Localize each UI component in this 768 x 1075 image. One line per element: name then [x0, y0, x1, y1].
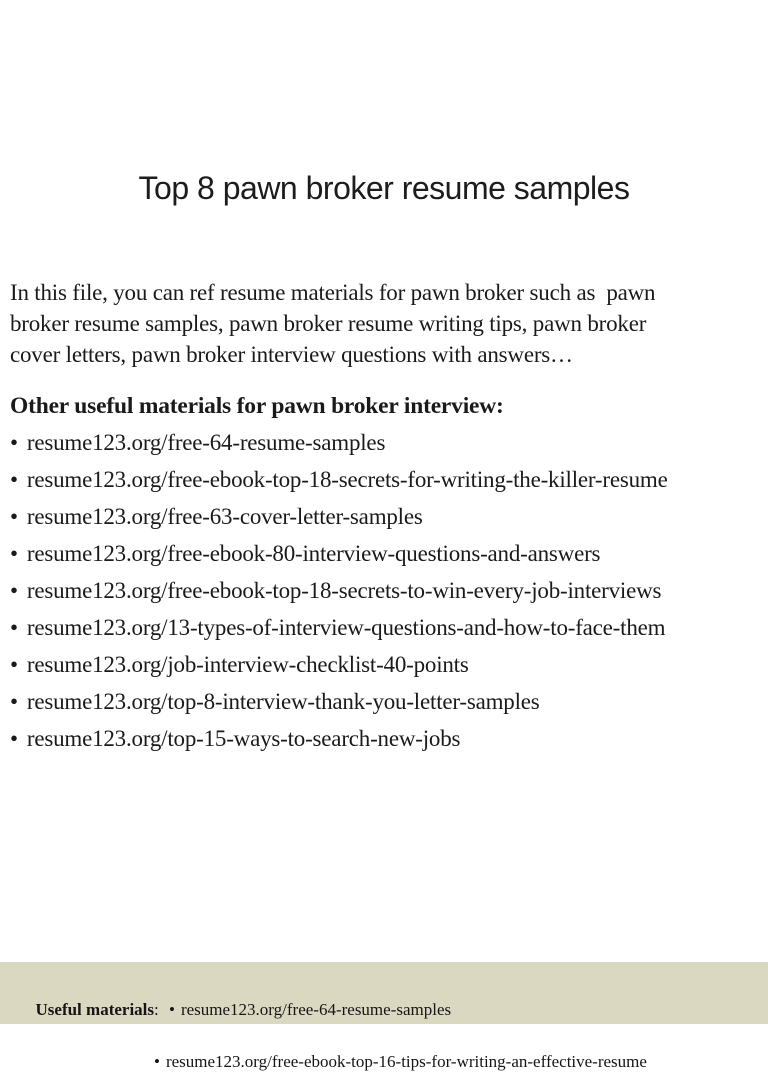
page-title: Top 8 pawn broker resume samples — [138, 170, 630, 206]
list-item — [10, 498, 766, 535]
footer-link-text: resume123.org/free-ebook-top-16-tips-for-writing-an-effective-resume — [165, 1052, 647, 1071]
link-text: resume123.org/free-ebook-top-18-secrets-to-win-every-job-interviews — [26, 578, 662, 603]
list-item — [10, 609, 766, 646]
list-item — [10, 535, 766, 572]
list-item — [10, 461, 766, 498]
link-text: resume123.org/free-64-resume-samples — [26, 430, 386, 455]
link-text: resume123.org/top-8-interview-thank-you-letter-samples — [26, 689, 540, 714]
bullet-icon: • — [10, 578, 18, 603]
list-item — [10, 646, 766, 683]
link-text: resume123.org/free-ebook-top-18-secrets-for-writing-the-killer-resume — [26, 467, 668, 492]
footer-line — [0, 1049, 768, 1075]
bullet-icon: • — [169, 1000, 175, 1019]
intro-line: cover letters, pawn broker interview questions with answers… — [10, 342, 573, 367]
bullet-icon: • — [10, 652, 18, 677]
bullet-icon: • — [10, 726, 18, 751]
links-list — [10, 424, 766, 757]
section-heading: Other useful materials for pawn broker interview: — [10, 393, 504, 419]
intro-paragraph — [10, 277, 766, 370]
footer-label: Useful materials — [35, 1000, 155, 1019]
list-item — [10, 720, 766, 757]
bullet-icon: • — [10, 430, 18, 455]
bullet-icon: • — [10, 689, 18, 714]
link-text: resume123.org/job-interview-checklist-40-points — [26, 652, 469, 677]
footer-separator: : — [154, 1000, 163, 1019]
bullet-icon: • — [154, 1052, 160, 1071]
footer-line — [0, 962, 768, 1049]
link-text: resume123.org/13-types-of-interview-questions-and-how-to-face-them — [26, 615, 666, 640]
intro-line: broker resume samples, pawn broker resume writing tips, pawn broker — [10, 311, 647, 336]
bullet-icon: • — [10, 615, 18, 640]
intro-line: In this file, you can ref resume materials for pawn broker such as pawn — [10, 280, 656, 305]
footer-bar — [0, 962, 768, 1071]
bullet-icon: • — [10, 467, 18, 492]
bullet-icon: • — [10, 504, 18, 529]
link-text: resume123.org/top-15-ways-to-search-new-jobs — [26, 726, 461, 751]
bullet-icon: • — [10, 541, 18, 566]
link-text: resume123.org/free-63-cover-letter-samples — [26, 504, 423, 529]
link-text: resume123.org/free-ebook-80-interview-questions-and-answers — [26, 541, 601, 566]
list-item — [10, 572, 766, 609]
footer-link-text: resume123.org/free-64-resume-samples — [180, 1000, 452, 1019]
list-item — [10, 683, 766, 720]
list-item — [10, 424, 766, 461]
